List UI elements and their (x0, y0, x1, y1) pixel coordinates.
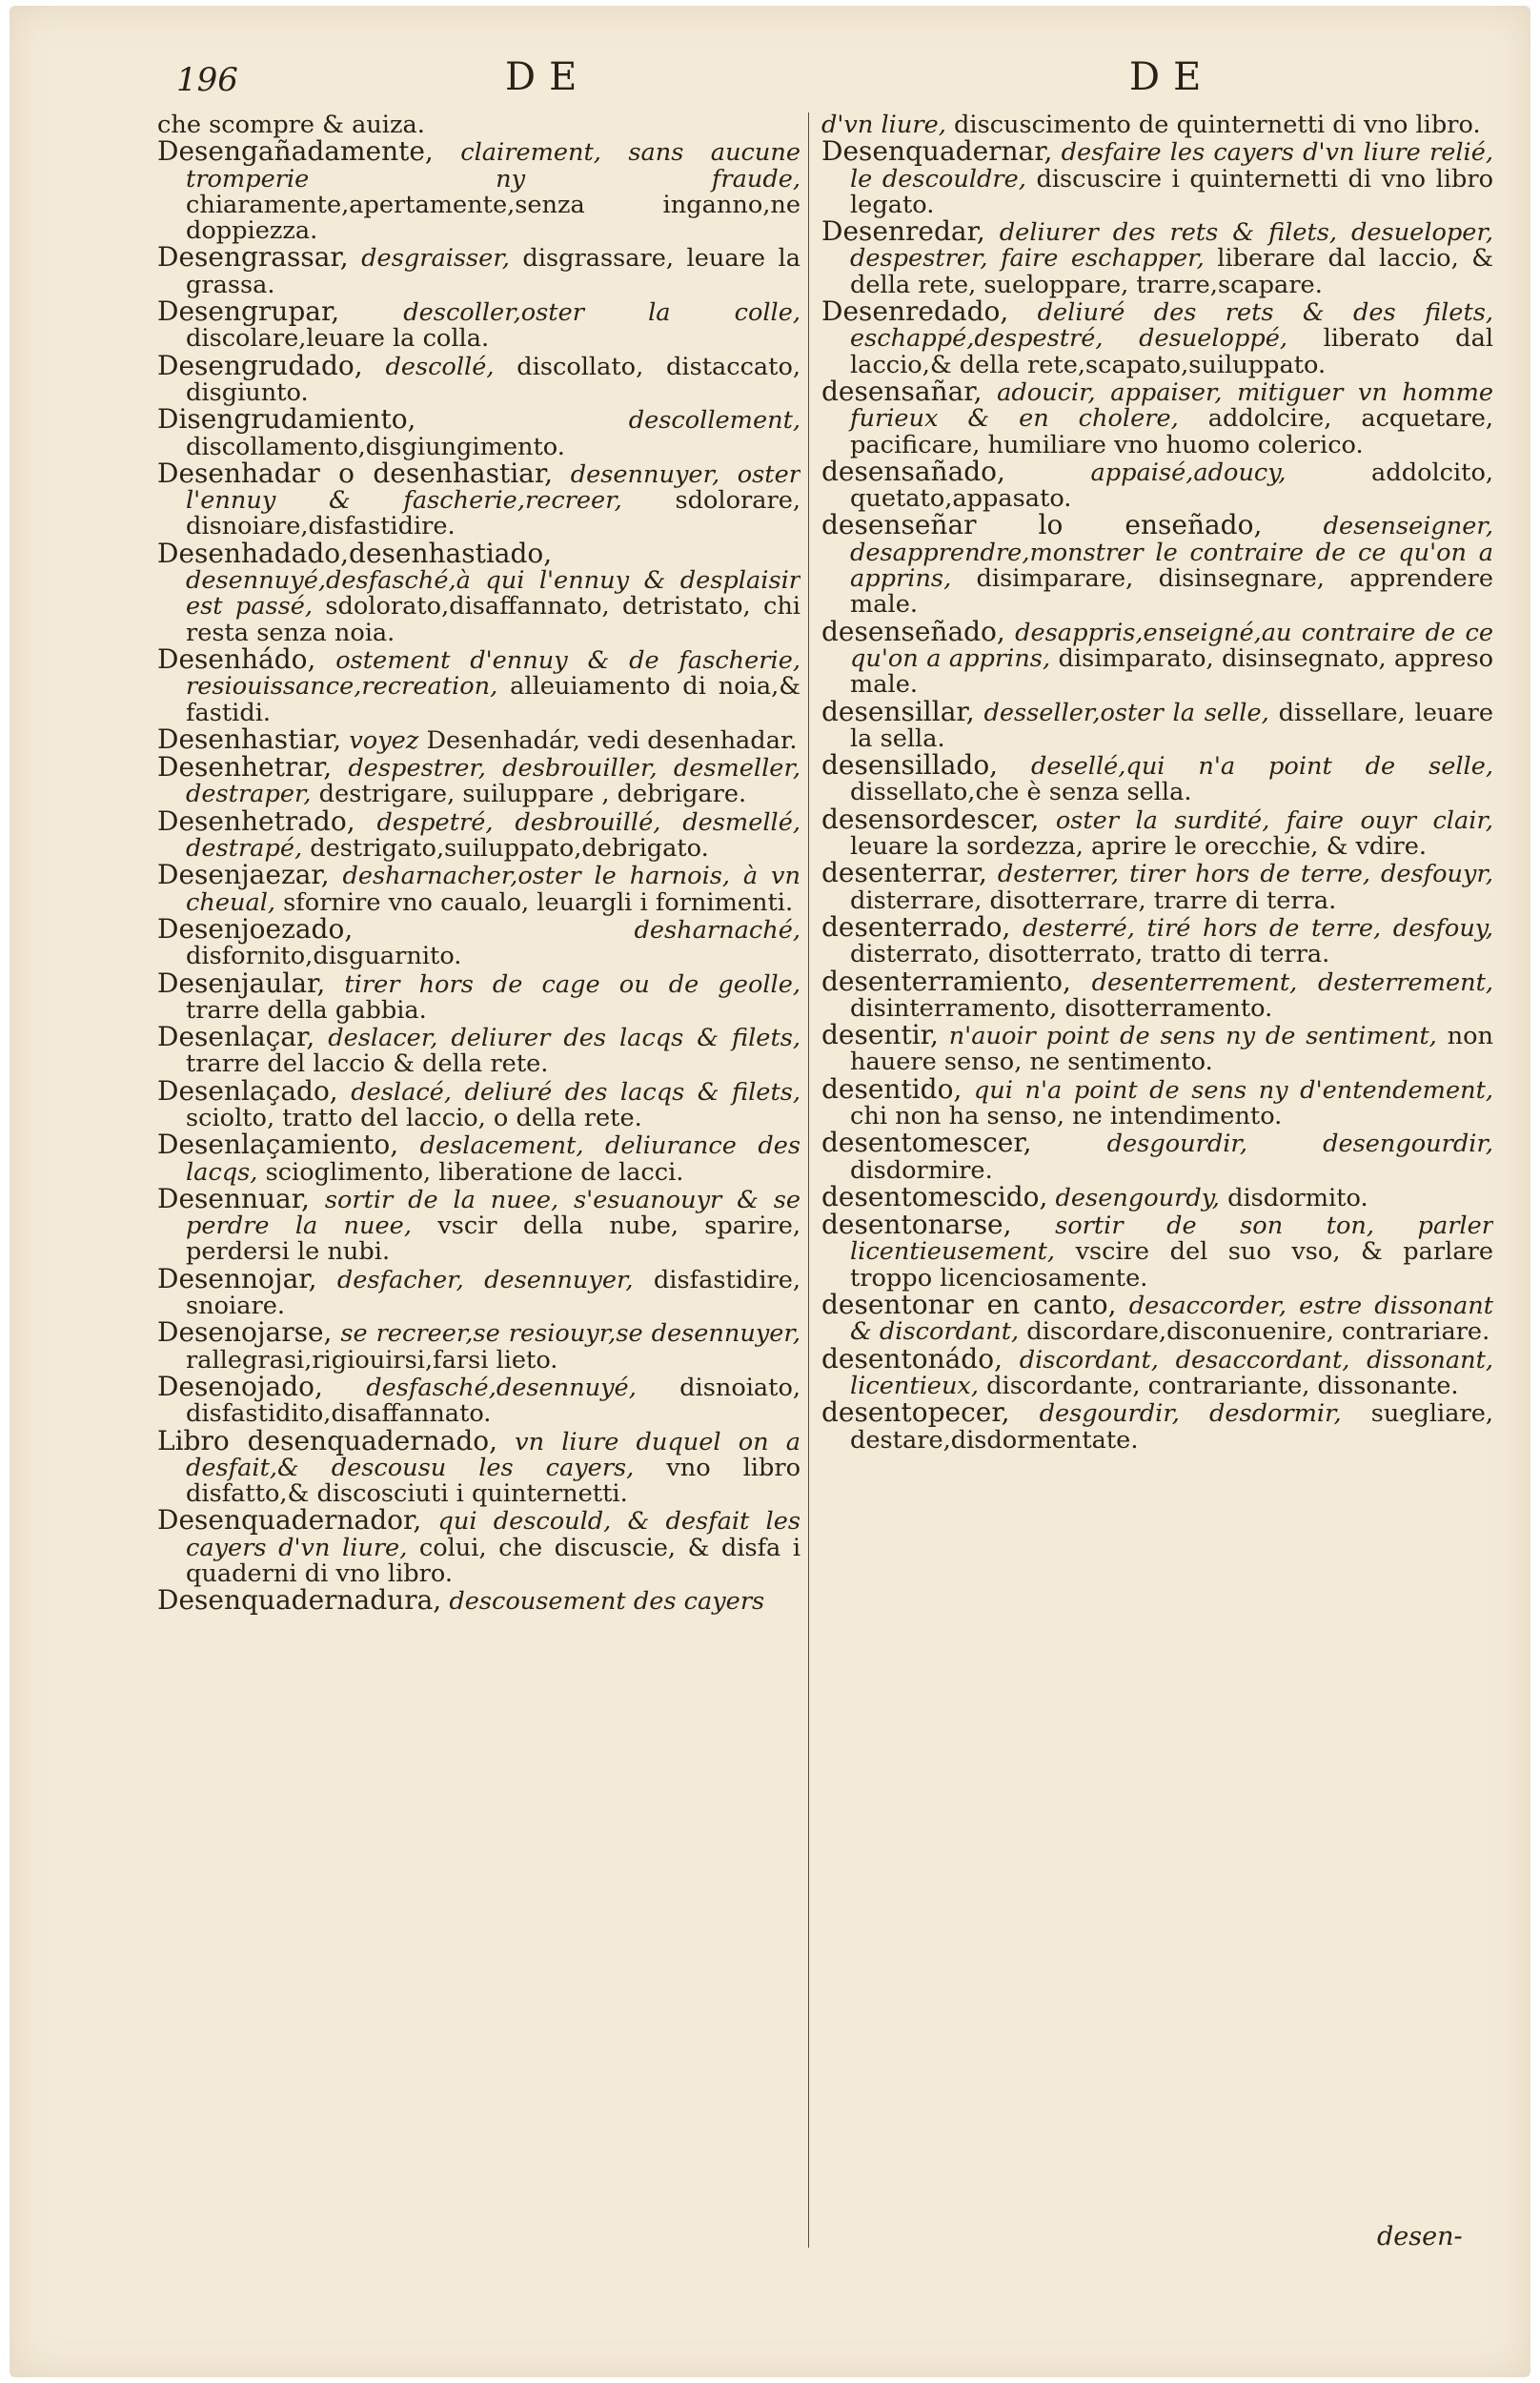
entry-french-gloss: vn liure duquel on a desfait,& descousu les cayers, (186, 1427, 800, 1482)
entry-french-gloss: deslacement, deliurance des lacqs, (186, 1131, 800, 1187)
entry-italian-gloss: liberare dal laccio, & della rete, sueloppare, trarre,scapare. (850, 244, 1493, 299)
entry-headword: desenseñar lo enseñado, (821, 509, 1263, 541)
entry-french-gloss: voyez (349, 725, 419, 755)
page-number: 196 (176, 61, 238, 99)
dictionary-entry (157, 859, 800, 917)
entry-italian-gloss: discordante, contrariante, dissonante. (986, 1371, 1459, 1400)
entry-headword: desenterrado, (821, 910, 1011, 943)
dictionary-entry (821, 857, 1493, 915)
entry-headword: Desengrassar, (157, 241, 349, 274)
entry-headword: Desenlaçado, (157, 1074, 338, 1107)
entry-headword: Desenquadernar, (821, 135, 1053, 168)
dictionary-entry (157, 241, 800, 299)
entry-italian-gloss: trarre del laccio & della rete. (186, 1049, 549, 1079)
entry-italian-gloss: disnoiato, disfastidito,disaffannato. (186, 1373, 800, 1429)
entry-french-gloss: deslacé, deliuré des lacqs & filets, (351, 1077, 800, 1107)
entry-french-gloss: desennuyé,desfasché,à qui l'ennuy & desplaisir est passé, (186, 566, 800, 621)
entry-headword: Desennuar, (157, 1182, 310, 1214)
dictionary-entry (157, 135, 800, 246)
dictionary-entry (157, 1370, 800, 1429)
entry-french-gloss: despestrer, desbrouiller, desmeller, destraper, (186, 754, 800, 809)
dictionary-entry (821, 295, 1493, 379)
dictionary-entry (157, 457, 800, 541)
entry-french-gloss: descoller,oster la colle, (403, 298, 800, 328)
entry-french-gloss: desgourdir, desengourdir, (1106, 1130, 1493, 1159)
dictionary-entry (821, 965, 1493, 1023)
entry-headword: desensordescer, (821, 803, 1040, 835)
entry-headword: desensillado, (821, 749, 999, 782)
entry-french-gloss: desfacher, desennuyer, (336, 1265, 634, 1294)
entry-italian-gloss: chiaramente,apertamente,senza inganno,ne doppiezza. (186, 190, 800, 246)
entry-french-gloss: qui n'a point de sens ny d'entendement, (973, 1075, 1493, 1105)
entry-italian-gloss: addolcito, quetato,appasato. (850, 458, 1493, 514)
entry-french-gloss: desfasché,desennuyé, (366, 1373, 637, 1402)
dictionary-entry (157, 1504, 800, 1589)
dictionary-entry (157, 295, 800, 354)
entry-italian-gloss: vscire del suo vso, & parlare troppo licenciosamente. (850, 1237, 1493, 1293)
dictionary-entry (821, 111, 1493, 138)
entry-italian-gloss: addolcire, acquetare, pacificare, humiliare vno huomo colerico. (850, 404, 1493, 459)
entry-headword: Disengrudamiento, (157, 403, 416, 436)
entry-italian-gloss: leuare la sordezza, aprire le orecchie, & vdire. (850, 832, 1428, 862)
entry-french-gloss: oster la surdité, faire ouyr clair, (1055, 805, 1493, 835)
entry-italian-gloss: discordare,disconuenire, contrariare. (1026, 1317, 1490, 1347)
entry-italian-gloss: dissellato,che è senza sella. (850, 778, 1192, 807)
dictionary-entry (157, 111, 800, 138)
dictionary-entry (821, 749, 1493, 807)
entry-headword: Desenjoezado, (157, 912, 354, 945)
right-column-heading: DE (1129, 55, 1215, 99)
entry-italian-gloss: rallegrasi,rigiouirsi,farsi lieto. (186, 1345, 558, 1375)
entry-italian-gloss: suegliare, destare,disdormentate. (850, 1399, 1493, 1455)
dictionary-entry (821, 135, 1493, 219)
entry-french-gloss: desgraisser, (361, 244, 510, 274)
entry-headword: desensillar, (821, 695, 975, 727)
entry-french-gloss: desterré, tiré hors de terre, desfouy, (1023, 913, 1493, 943)
entry-italian-gloss: sciolto, tratto del laccio, o della rete. (186, 1103, 642, 1132)
entry-french-gloss: d'vn liure, (821, 111, 946, 139)
dictionary-entry (157, 537, 800, 647)
entry-headword: desentopecer, (821, 1396, 1010, 1429)
entry-headword: Desenquadernadura, (157, 1584, 442, 1617)
entry-french-gloss: clairement, sans aucune tromperie ny fraude, (186, 138, 800, 193)
entry-headword: Desenhastiar, (157, 723, 342, 755)
entry-french-gloss: descollé, (385, 352, 495, 381)
entry-italian-gloss: disfornito,disguarnito. (186, 942, 462, 971)
entry-headword: Desenlaçamiento, (157, 1129, 399, 1161)
dictionary-entry (157, 967, 800, 1025)
dictionary-entry (157, 642, 800, 727)
dictionary-entry (157, 1424, 800, 1509)
entry-italian-gloss: liberato dal laccio,& della rete,scapato,suiluppato. (850, 324, 1493, 379)
entry-french-gloss: desengourdy, (1055, 1183, 1220, 1212)
entry-french-gloss: discordant, desaccordant, dissonant, licentieux, (850, 1345, 1493, 1400)
entry-french-gloss: deliurer des rets & filets, desueloper, despestrer, faire eschapper, (850, 218, 1493, 274)
dictionary-entry (821, 803, 1493, 862)
entry-italian-gloss: disterrato, disotterrato, tratto di terra. (850, 940, 1330, 969)
entry-italian-gloss: discuscire i quinternetti di vno libro legato. (850, 164, 1493, 219)
dictionary-entry (157, 349, 800, 407)
entry-headword: Desenhádo, (157, 642, 316, 675)
entry-italian-gloss: sdolorare, disnoiare,disfastidire. (186, 486, 800, 541)
entry-italian-gloss: disterrare, disotterrare, trarre di terra. (850, 886, 1337, 915)
entry-french-gloss: desharnacher,oster le harnois, à vn cheual, (186, 862, 800, 917)
entry-italian-gloss: sfornire vno caualo, leuargli i fornimenti. (283, 887, 794, 917)
entry-french-gloss: appaisé,adoucy, (1090, 458, 1287, 487)
entry-headword: desentir, (821, 1019, 939, 1051)
entry-italian-gloss: disimparare, disinsegnare, apprendere male. (850, 564, 1493, 620)
dictionary-entry (821, 1396, 1493, 1455)
entry-french-gloss: desennuyer, oster l'ennuy & fascherie,recreer, (186, 459, 800, 516)
entry-italian-gloss: disfastidire, snoiare. (186, 1265, 800, 1321)
entry-french-gloss: desterrer, tirer hors de terre, desfouyr, (997, 860, 1493, 889)
entry-italian-gloss: disdormito. (1227, 1183, 1368, 1212)
entry-headword: Desengrupar, (157, 295, 340, 328)
entry-italian-gloss: disdormire. (850, 1155, 993, 1185)
entry-french-gloss: deslacer, deliurer des lacqs & filets, (328, 1024, 800, 1053)
dictionary-entry (157, 1262, 800, 1321)
entry-italian-gloss: Desenhadár, vedi desenhadar. (426, 725, 798, 755)
dictionary-entry (821, 1019, 1493, 1077)
entry-italian-gloss: colui, che discuscie, & disfa i quaderni di vno libro. (186, 1533, 800, 1589)
dictionary-entry (821, 1342, 1493, 1400)
dictionary-entry (821, 1209, 1493, 1293)
entry-french-gloss: deliuré des rets & des filets, eschappé,despestré, desueloppé, (850, 298, 1493, 354)
running-header (10, 55, 1530, 103)
dictionary-entry (157, 1584, 800, 1617)
dictionary-entry (157, 805, 800, 864)
entry-french-gloss: desenseigner, desapprendre,monstrer le contraire de ce qu'on a apprins, (850, 512, 1493, 594)
dictionary-entry (157, 1316, 800, 1375)
dictionary-entry (821, 615, 1493, 700)
dictionary-entry (157, 403, 800, 461)
dictionary-entry (157, 751, 800, 809)
entry-french-gloss: descollement, (628, 406, 800, 436)
entry-headword: desentido, (821, 1072, 962, 1105)
column-divider (808, 112, 809, 2248)
entry-headword: Libro desenquadernado, (157, 1424, 498, 1456)
entry-headword: desentomescido, (821, 1180, 1048, 1212)
entry-italian-gloss: scioglimento, liberatione de lacci. (265, 1157, 684, 1187)
entry-headword: desentonádo, (821, 1342, 1003, 1375)
entry-headword: desenterrar, (821, 857, 987, 889)
entry-french-gloss: adoucir, appaiser, mitiguer vn homme furieux & en cholere, (850, 377, 1493, 434)
entry-headword: Desennojar, (157, 1262, 317, 1294)
dictionary-entry (821, 1127, 1493, 1185)
entry-headword: desentonar en canto, (821, 1289, 1117, 1321)
entry-french-gloss: desappris,enseigné,au contraire de ce qu'on a apprins, (850, 618, 1493, 673)
left-column (157, 111, 800, 2255)
entry-french-gloss: desgourdir, desdormir, (1039, 1399, 1342, 1429)
dictionary-entry (821, 375, 1493, 459)
entry-french-gloss: desharnaché, (634, 915, 800, 945)
entry-italian-gloss: discollato, distaccato, disgiunto. (186, 352, 800, 407)
entry-italian-gloss: disgrassare, leuare la grassa. (186, 244, 800, 299)
entry-french-gloss: despetré, desbrouillé, desmellé, destrapé, (186, 807, 800, 864)
book-page (10, 6, 1530, 2377)
entry-italian-gloss: sdolorato,disaffannato, detristato, chi resta senza noia. (186, 592, 800, 647)
entry-headword: Desenhetrado, (157, 805, 355, 837)
dictionary-entry (821, 1072, 1493, 1130)
entry-headword: Desengañadamente, (157, 135, 434, 168)
catchword: desen- (1377, 2222, 1463, 2251)
entry-italian-gloss: vscir della nube, sparire, perdersi le nubi. (186, 1212, 800, 1267)
entry-french-gloss: desseller,oster la selle, (983, 698, 1269, 727)
entry-headword: Desengrudado, (157, 349, 363, 381)
entry-french-gloss: n'auoir point de sens ny de sentiment, (948, 1022, 1437, 1051)
entry-italian-gloss: trarre della gabbia. (186, 995, 427, 1025)
dictionary-entry (821, 695, 1493, 753)
dictionary-entry (157, 723, 800, 755)
entry-headword: Desenhadar o desenhastiar, (157, 457, 554, 489)
left-column-heading: DE (505, 55, 591, 99)
dictionary-entry (157, 1131, 800, 1186)
dictionary-entry (821, 455, 1493, 514)
entry-headword: Desenquadernador, (157, 1504, 422, 1537)
entry-headword: desensañado, (821, 455, 1005, 487)
entry-french-gloss: sortir de son ton, parler licentieusement, (850, 1212, 1493, 1267)
entry-italian-gloss: che scompre & auiza. (157, 111, 425, 139)
entry-italian-gloss: disimparato, disinsegnato, appreso male. (850, 643, 1493, 700)
entry-headword: Desenredar, (821, 215, 985, 248)
dictionary-entry (157, 912, 800, 971)
entry-italian-gloss: dissellare, leuare la sella. (850, 698, 1493, 753)
dictionary-entry (821, 509, 1493, 620)
entry-french-gloss: qui descould, & desfait les cayers d'vn liure, (186, 1507, 800, 1562)
entry-headword: Desenlaçar, (157, 1021, 315, 1053)
entry-italian-gloss: vno libro disfatto,& discosciuti i quinternetti. (186, 1453, 800, 1509)
dictionary-entry (821, 215, 1493, 299)
entry-headword: Desenjaular, (157, 967, 326, 999)
right-column (821, 111, 1493, 2255)
entry-french-gloss: desellé,qui n'a point de selle, (1030, 752, 1493, 782)
entry-italian-gloss: non hauere senso, ne sentimento. (850, 1022, 1493, 1077)
entry-headword: Desenredado, (821, 295, 1009, 328)
entry-french-gloss: desaccorder, estre dissonant & discordant, (850, 1292, 1493, 1347)
entry-italian-gloss: disinterramento, disotterramento. (850, 993, 1273, 1023)
dictionary-entry (821, 1289, 1493, 1347)
entry-italian-gloss: alleuiamento di noia,& fastidi. (186, 672, 800, 727)
entry-headword: Desenojado, (157, 1370, 323, 1402)
dictionary-entry (157, 1021, 800, 1079)
entry-italian-gloss: discuscimento de quinternetti di vno libro. (954, 111, 1481, 139)
entry-french-gloss: desenterrement, desterrement, (1091, 967, 1493, 997)
entry-headword: desenseñado, (821, 615, 1005, 647)
entry-french-gloss: descousement des cayers (449, 1587, 765, 1617)
entry-french-gloss: desfaire les cayers d'vn liure relié, le descouldre, (850, 138, 1493, 193)
entry-italian-gloss: chi non ha senso, ne intendimento. (850, 1101, 1283, 1130)
entry-headword: desenterramiento, (821, 965, 1071, 997)
entry-french-gloss: sortir de la nuee, s'esuanouyr & se perdre la nuee, (186, 1185, 800, 1241)
entry-french-gloss: ostement d'ennuy & de fascherie, resiouissance,recreation, (186, 645, 800, 702)
entry-italian-gloss: destrigato,suiluppato,debrigato. (310, 834, 709, 864)
entry-headword: desensañar, (821, 375, 983, 407)
entry-headword: Desenjaezar, (157, 859, 330, 891)
entry-headword: Desenhadado,desenhastiado, (157, 537, 553, 569)
entry-french-gloss: tirer hors de cage ou de geolle, (344, 969, 800, 999)
entry-headword: Desenojarse, (157, 1316, 333, 1349)
dictionary-entry (157, 1182, 800, 1267)
entry-italian-gloss: discollamento,disgiungimento. (186, 432, 565, 461)
dictionary-entry (821, 1180, 1493, 1212)
dictionary-entry (821, 910, 1493, 969)
dictionary-entry (157, 1074, 800, 1132)
entry-italian-gloss: destrigare, suiluppare , debrigare. (318, 780, 747, 809)
entry-headword: desentomescer, (821, 1127, 1032, 1159)
entry-headword: Desenhetrar, (157, 751, 333, 784)
entry-headword: desentonarse, (821, 1209, 1012, 1241)
entry-italian-gloss: discolare,leuare la colla. (186, 324, 490, 354)
entry-french-gloss: se recreer,se resiouyr,se desennuyer, (340, 1319, 800, 1349)
